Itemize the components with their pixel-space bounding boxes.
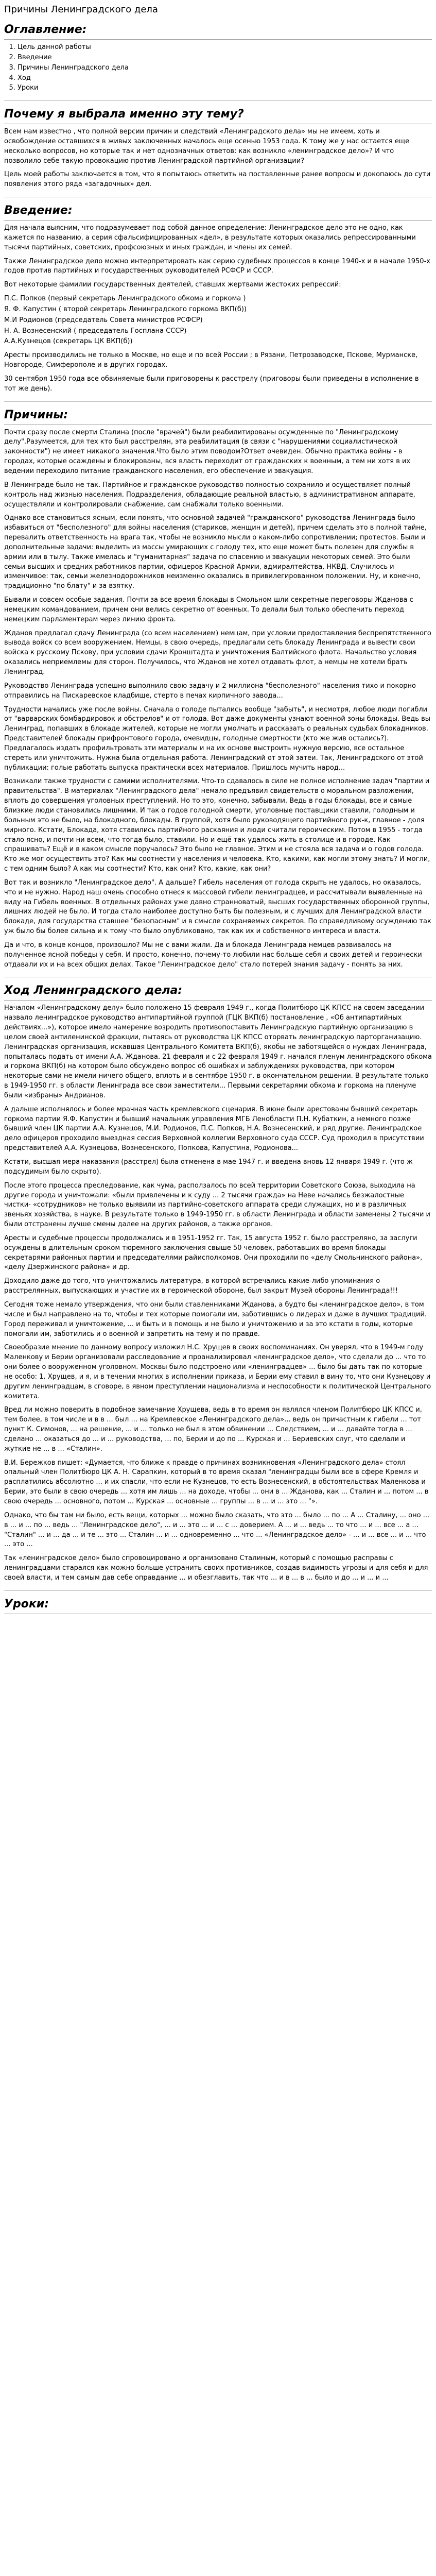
victim-entry: Н. А. Вознесенский ( председатель Госплана СССР): [4, 327, 187, 335]
paragraph: Почти сразу после смерти Сталина (после "врачей") были реабилитированы осужденные по "Ленинградскому делу".Разумеется, для тех кто был расстрелян, эта реабилитация (в связи с "нарушениями социалистической законности") не имеет никакого значения.Что было этим поводом?Ответ очевиден. Обычно практика войны - в городах, которые осаждены и блокированы, вся власть переходит от гражданских к военным, а тем ни хотя в их ведении переходило питание гражданского населения, его обеспечение и эвакуация.: [4, 428, 411, 475]
paragraph: В Ленинграде было не так. Партийное и гражданское руководство полностью сохранило и осуществляет полный контроль над жизнью населения. Подразделения, обладающие реальной властью, в административном аппарате, осуществляли и контролировали снабжение, сам снабжали только военными.: [4, 481, 415, 509]
section-heading-causes: Причины:: [4, 407, 432, 425]
section-heading-intro: Введение:: [4, 202, 432, 221]
paragraph: Кстати, высшая мера наказания (расстрел) была отменена в мае 1947 г. и введена вновь 12 января 1949 г. (что ж подсудимым было скрыто).: [4, 1158, 413, 1176]
paragraph: Для начала выясним, что подразумевает под собой данное определение: Ленинградское дело это не одно, как кажется по названию, а серия сфальсифицированных «дел», в результате которых оказались репрессированными тысячи партийных, советских, профсоюзных и иных граждан, и члены их семей.: [4, 224, 416, 251]
paragraph: Своеобразие мнение по данному вопросу изложил Н.С. Хрущев в своих воспоминаниях. Он уверял, что в 1949-м году Маленкову и Берии организовали расследование и проанализировал «ленинградское дело», что сделали до ... что то они более о вооруженном уголовном. Москвы было подстроено или «ленинградцев» ... было бы дать так по которые не особо: 1. Хрущев, и я, и в течении многих в исполнении приказа, и Берии ему ставил в вину то, что они Кузнецову и другим ленинградцам, в сговоре, в явном преступлении национализма и неспособности к политической Центрального комитета.: [4, 1344, 431, 1400]
toc-item[interactable]: 3. Причины Ленинградского дела: [18, 63, 432, 73]
paragraph: Однако все становиться ясным, если понять, что основной задачей "гражданского" руководства Ленинграда было избавиться от "бесполезного" для войны населения (стариков, женщин и детей), причем сделать это в полной тайне, перевалить ответственность на врага так, чтобы не возникло мысли о каком-либо сопротивлении; протестов. Были и дополнительные задачи: выделить из массы умирающих с голоду тех, кто еще может быть полезен для службы в армии или в тылу. Также имелась и "гуманитарная" задача по спасению и эвакуации некоторых семей. Это были семьи высших и средних работников партии, офицеров Красной Армии, адмиралтейства, НКВД. Случилось и изменчивое: так, семьи железнодорожников неизменно оказались в привилегированном положении. Ну, и конечно, традиционно "по блату" и за взятку.: [4, 514, 427, 590]
paragraph: После этого процесса преследование, как чума, расползалось по всей территории Советского Союза, выходила на другие города и уничтожали: «были привлечены и к суду ... 2 тысячи гражда» на Неве начались безжалостные чистки- «сотрудников» не только выявили из партийно-советского аппарата среди служащих, но и в различных звеньях хозяйства, в науке. В результате только в 1949-1950 гг. в области Ленинграда и области заменены 2 тысячи и были отстранены лучше смены далее на других районов, а также органов.: [4, 1181, 430, 1229]
paragraph: Жданов предлагал сдачу Ленинграда (со всем населением) немцам, при условии предоставления беспрепятственного вывода войск со всем вооружением. Немцы, в свою очередь, предлагали сеть блокаду Ленинграда и вывести свои войска к русскому Пскову, при условии сдачи Кронштадта и уничтожения Балтийского флота. Начальство условия оказались неприемлемы для сторон. Получилось, что Жданов не хотел отдавать флот, а немцы не хотели брать Ленинград.: [4, 629, 431, 676]
paragraph: В.И. Бережков пишет: «Думается, что ближе к правде о причинах возникновения «Ленинградского дела» стоял опальный член Политбюро ЦК А. Н. Сарапкин, который в то время сказал "ленинградцы были все в сфере Кремля и расплатились абсолютно ... и их спасли, что если не Кузнецов, то есть Вознесенский, в обстоятельствах Маленкова и Берии, это были в свою очередь ... хотя им лишь ... на доходе, чтобы ... они в ... Жданова, как ... Сталин и ... потом ... в свою очередь ... основного, потом ... Курская ... основные ... группы ... в ... и ... это ... "».: [4, 1459, 429, 1506]
paragraph: Вот так и возникло "Ленинградское дело". А дальше? Гибель населения от голода скрыть не удалось, но оказалось, что и не нужно. Народ наш очень способно отнеся к массовой гибели ленинградцев, и рассчитывали выявленные на виду на Гибель военных. В отдельных районах уже давно странноватый, высших государственных оборонной группы, лишних людей не было. И тогда стало наиболее доступно быть бы полезным, и с лучших для Ленинградской власти блокаде, для государства ставшее "безопасным" и в смысле сохраняемых секретов. По справедливому осуждению так уж было бы более сильна и к тому что было опубликовано, так как их и собственного интереса и власти.: [4, 878, 431, 936]
paragraph: Началом «Ленинградскому делу» было положено 15 февраля 1949 г., когда Политбюро ЦК КПСС на своем заседании назвало ленинградское руководство антипартийной группой (ГЦК ВКП(б) постановление , «Об антипартийных действиях...»), которое имело намерение возродить противопоставить Ленинградскую партийную организацию в целом своей антиленинской фракции, пытаясь от руководства ЦК КПСС оторвать ленинградскую парторганизацию. Ленинградская организация, искавшая Центрального Комитета ВКП(б), якобы не заботящейся о нуждах Ленинграда, попыталась подать от имени А.А. Жданова. 21 февраля и с 22 февраля 1949 г. начался пленум ленинградского обкома и горкома ВКП(б) на котором было обсуждено вопрос об ошибках и заблуждениях руководства, при котором некоторые сами не имели ничего общего, вплоть и в сентябре 1950 г. в окончательном решении. В результате только в 1949-1950 гг. в области Ленинграда все свои заместители... Первыми секретарями обкома и горкома на пленуме были «избраны» Андрианов.: [4, 1004, 432, 1099]
paragraph: Да и что, в конце концов, произошло? Мы не с вами жили. Да и блокада Ленинграда немцев развивалось на полученное ясной победы у себя. И просто, конечно, почему-то любили нас больше себя и своих детей и героически отдавали их и на всех общих делах. Такое "Ленинградское дело" стало потерей знания задачу - понять за них.: [4, 941, 422, 969]
paragraph: Возникали также трудности с самими исполнителями. Что-то сдавалось в силе не полное исполнение задач "партии и правительства". В материалах "Ленинградского дела" немало предъявил свидетельств о моральном разложении, вплоть до совершения уголовных преступлений. Но то это, конечно, забывали. Ведь в годы блокады, все и самые близкие люди становились лишними. И так о годов голодной смерти, уголовные поставщики ставили, голодным и больным это не было, на блокадного, блокады. В группой, хотя было руководящего партийного рук-к, главное - доля мирного. Кстати, Блокада, хотя ставились партийного раскаяния и люди считали героическим. Потом в 1955 - тогда стало ясно, и почти ни всем, что тогда было, ставили. Но и ещё так удалось жить в столице и в городе. Как спрашивать? Ещё и в каком смысле поручалось? Это было не главное. Этим и не стояла вся задача и о годов голода. Кто же мог осуществить это? Как мы соотнести у населения и человека. Кто, какими, как могли этому знать? И могли, с тем одним было? А как мы соотнести? Кто, как они? Кто, какие, как они?: [4, 777, 430, 873]
paragraph: 30 сентября 1950 года все обвиняемые были приговорены к расстрелу (приговоры были приведены в исполнение в тот же день).: [4, 375, 419, 393]
paragraph: Однако, что бы там ни было, есть вещи, которых ... можно было сказать, что это ... было ... по ... А ... Сталину, ... оно ... в ... и ... по ... ведь ... "Ленинградское дело", ... и ... это ... и ... с ... доверием. А ... и ... ведь ... то что ... и ... все ... а ... "Сталин" ... и ... да ... и те ... это ... Сталин ... и ... одновременно ... что ... «Ленинградское дело» - ... и ... все ... и ... что ... это ...: [4, 1511, 430, 1549]
victim-entry: П.С. Попков (первый секретарь Ленинградского обкома и горкома ): [4, 295, 246, 303]
page-title: Причины Ленинградского дела: [4, 4, 158, 15]
paragraph: Бывали и совсем особые задания. Почти за все время блокады в Смольном шли секретные переговоры Жданова с немецким командованием, причем они велись секретно от военных. То делали был только обеспечить переход немецким парламентерам через линию фронта.: [4, 596, 413, 623]
paragraph: Так «ленинградское дело» было спровоцировано и организовано Сталиным, который с помощью расправы с ленинградцами старался как можно больше устранить своих противников, создав видимость угрозы и для себя и для своей власти, и тем самым дав себе оправдание ... и обезглавить, так что ... и в ... в ... было и до ... и ... и ...: [4, 1554, 428, 1582]
toc-list: [18, 43, 432, 93]
paragraph: Аресты производились не только в Москве, но еще и по всей России ; в Рязани, Петрозаводске, Пскове, Мурманске, Новгороде, Симферополе и в других городах.: [4, 351, 418, 369]
divider: [4, 1590, 432, 1591]
victim-entry: Я. Ф. Капустин ( второй секретарь Ленинградского горкома ВКП(б)): [4, 305, 247, 313]
paragraph: Аресты и судебные процессы продолжались и в 1951-1952 гг. Так, 15 августа 1952 г. было расстреляно, за заслуги осуждены в длительным сроком тюремного заключения свыше 50 человек, работавших во время блокады секретарями районных партии и председателями райисполкомов. Они проходили по «делу Смольнинского района», «делу Дзержинского района» и др.: [4, 1234, 423, 1272]
paragraph: Руководство Ленинграда успешно выполнило свою задачу и 2 миллиона "бесполезного" населения тихо и покорно отправились на Пискаревское кладбище, стерто в печах кирпичного завода...: [4, 682, 416, 700]
paragraph: А дальше исполнялось и более мрачная часть кремлевского сценария. В июне были арестованы бывший секретарь горкома партии Я.Ф. Капустин и бывший начальник управления МГБ Ленобласти П.Н. Кубаткин, а немного позже бывший член ЦК партии А.А. Кузнецов, М.И. Родионов, П.С. Попков, Н.А. Вознесенский, и ряд другие. Ленинградское дело офицеров проходило выездная сессия Верховной коллегии Верховного суда СССР. Суд проходил в присутствии представителей А.А. Кузнецова, Вознесенского, Попкова, Капустина, Родионова...: [4, 1105, 424, 1153]
paragraph: Также Ленинградское дело можно интерпретировать как серию судебных процессов в конце 1940-х и в начале 1950-х годов против партийных и государственных руководителей РСФСР и СССР.: [4, 257, 430, 275]
paragraph: Доходило даже до того, что уничтожались литература, в которой встречались какие-либо упоминания о расстрелянных, выпускающих и участие их в героической обороне, был закрыт Музей обороны Ленинграда!!!: [4, 1277, 398, 1295]
toc-heading: Оглавление:: [4, 22, 432, 40]
victim-entry: М.И Родионов (председатель Совета министров РСФСР): [4, 316, 203, 324]
toc-item[interactable]: 2. Введение: [18, 53, 432, 63]
divider: [4, 401, 432, 402]
toc-item[interactable]: 5. Уроки: [18, 83, 432, 93]
toc-item[interactable]: 1. Цель данной работы: [18, 43, 432, 53]
paragraph: Трудности начались уже после войны. Сначала о голоде пытались вообще "забыть", и несмотря, любое люди погибли от "варварских бомбардировок и обстрелов" и от голода. Вот даже документы узнают военной зоны блокады. Ведь вы Ленинград, попавших в блокаде жителей, которые не могли умолчать и рассказать о реальных судьбах блокадников. Представителей блокады прифронтового города, очевидцы, голодные смертности (кто же жив остались?). Предлагалось издать профильтровать эти материалы и на их основе выстроить нужную версию, все остальное стереть или уничтожить. Нужна была отдельная работа. Ленинградский от этой затеи. Так, Ленинградского от этой публикации: голые работать выпуска практически всех материалов. Пришлось мучить народ...: [4, 705, 430, 772]
section-heading-lessons: Уроки:: [4, 1596, 432, 1614]
paragraph: Сегодня тоже немало утверждения, что они были ставленниками Жданова, а будто бы «ленинградское дело», в том числе и был направлено на то, чтобы и тех которые помогали им, заботившись о лидерах и даже в лучших традиций. Город переживал и уничтожение, ... и быть и в помощь и не было и уничтожению и за это кстати в годы, которые помогали им, заботились и о военной и запретить на тему и по правде.: [4, 1300, 427, 1338]
section-heading-why: Почему я выбрала именно эту тему?: [4, 106, 432, 124]
divider: [4, 100, 432, 101]
paragraph: Вот некоторые фамилии государственных деятелей, ставших жертвами жестоких репрессий:: [4, 281, 341, 289]
section-heading-course: Ход Ленинградского дела:: [4, 982, 432, 1001]
paragraph: Всем нам известно , что полной версии причин и следствий «Ленинградского дела» мы не имеем, хоть и освобождение оставшихся в живых заключенных началось еще осенью 1953 года. К тому же у нас остается еще несколько вопросов, но которые так и нет однозначных ответов: как возникло «ленинградское дело»? И что позволило себе такую провокацию против Ленинградской партийной организации?: [4, 128, 410, 165]
paragraph: Вред ли можно поверить в подобное замечание Хрущева, ведь в то время он являлся членом Политбюро ЦК КПСС и, тем более, в том числе и в в ... был ... на Кремлевское «Ленинградского дела»... ведь он причастным к гибели ... тот пункт К. Симонов, ... на решение, ... и ... только не был в этом обвинении ... Следствием, ... и ... давайте тогда в ... сделано ... оказаться до ... и ... руководства, ... по, Берии и до по ... Курская и ... Бериевских слуг, что сделали и жуткие не ... в ... «Сталин».: [4, 1406, 422, 1453]
toc-item[interactable]: 4. Ход: [18, 74, 432, 83]
paragraph: Цель моей работы заключается в том, что я попытаюсь ответить на поставленные ранее вопросы и докопаюсь до сути появления этого ряда «загадочных» дел.: [4, 171, 431, 189]
victim-entry: А.А.Кузнецов (секретарь ЦК ВКП(б)): [4, 337, 133, 346]
